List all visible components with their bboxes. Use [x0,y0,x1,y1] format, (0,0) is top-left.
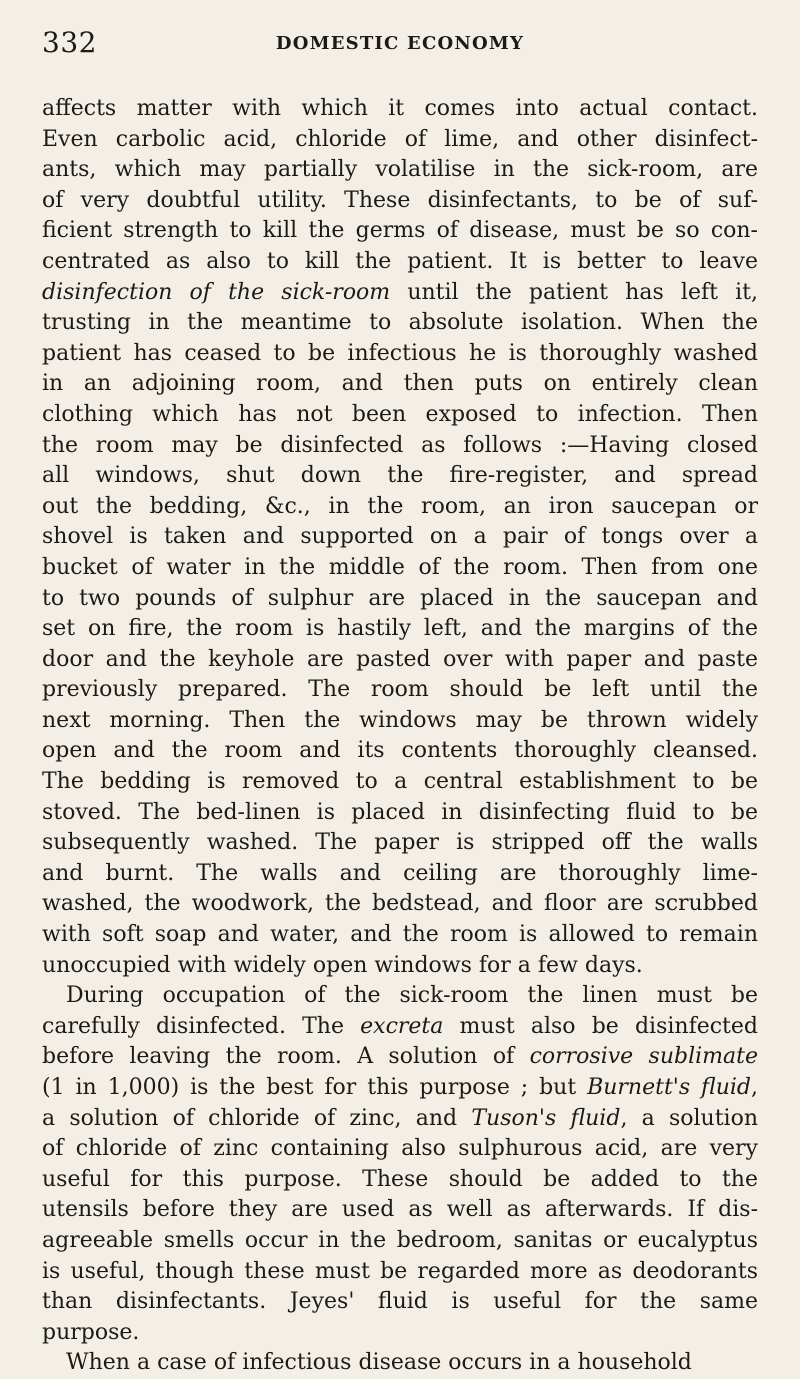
text-line [42,1318,758,1349]
text-segment: clothing which has not been exposed to infection. Then [42,401,758,427]
text-segment: stoved. The bed-linen is placed in disinfecting fluid to be [42,799,758,825]
text-line [42,675,758,706]
text-line [42,155,758,186]
italic-text-segment: disinfection of the sick-room [42,279,391,305]
text-segment: open and the room and its contents thoroughly cleansed. [42,738,758,764]
text-segment: subsequently washed. The paper is stripped off the walls [42,830,758,856]
text-segment: When a case of infectious disease occurs in a household [66,1350,692,1376]
text-line [42,461,758,492]
text-segment: previously prepared. The room should be left until the [42,677,758,703]
text-line [42,308,758,339]
text-line [42,584,758,615]
text-segment: door and the keyhole are pasted over with paper and paste [42,646,758,672]
text-segment: set on fire, the room is hastily left, and the margins of the [42,616,758,642]
text-segment: before leaving the room. A solution of [42,1044,530,1070]
text-segment: bucket of water in the middle of the room. Then from one [42,554,758,580]
text-line [42,1226,758,1257]
text-line [42,889,758,920]
text-segment: with soft soap and water, and the room is allowed to remain [42,922,758,948]
text-segment: of chloride of zinc containing also sulphurous acid, are very [42,1136,758,1162]
text-segment: Even carbolic acid, chloride of lime, and other disinfect- [42,126,758,152]
text-line [42,1287,758,1318]
text-line [42,339,758,370]
text-segment: , a solution [620,1105,759,1131]
text-segment: , [751,1075,759,1100]
italic-text-segment: excreta [360,1013,444,1039]
text-line [42,951,758,982]
text-line [42,1195,758,1226]
text-segment: a solution of chloride of zinc, and [42,1105,472,1131]
text-line [42,431,758,462]
italic-text-segment: Tuson's fluid [471,1105,621,1131]
text-line [42,1012,758,1043]
text-segment: to two pounds of sulphur are placed in the saucepan and [42,585,758,611]
text-segment: purpose. [42,1319,140,1345]
text-segment: carefully disinfected. The [42,1013,361,1039]
text-line [42,706,758,737]
text-segment: useful for this purpose. These should be added to the [42,1166,758,1192]
text-segment: centrated as also to kill the patient. It is better to leave [42,248,758,274]
text-segment: all windows, shut down the fire-register, and spread [42,463,758,489]
text-segment: (1 in 1,000) is the best for this purpose ; but [42,1075,588,1100]
text-segment: unoccupied with widely open windows for a few days. [42,952,643,978]
italic-text-segment: Burnett's fluid [587,1075,752,1100]
text-line [42,94,758,125]
text-segment: ants, which may partially volatilise in the sick-room, are [42,157,758,183]
text-line [42,278,758,309]
text-line [42,1073,758,1104]
text-segment: ficient strength to kill the germs of disease, must be so con- [42,218,758,244]
text-segment: shovel is taken and supported on a pair of tongs over a [42,524,758,550]
text-line [42,767,758,798]
text-line [42,522,758,553]
text-line [42,369,758,400]
text-segment: in an adjoining room, and then puts on entirely clean [42,371,758,397]
page-header [42,26,758,60]
text-line [42,736,758,767]
text-segment: of very doubtful utility. These disinfectants, to be of suf- [42,187,758,213]
text-line [42,614,758,645]
text-segment: affects matter with which it comes into actual contact. [42,96,758,121]
text-line [42,981,758,1012]
text-segment: must also be disinfected [443,1013,758,1039]
body-text [42,94,758,1379]
text-line [42,798,758,829]
text-segment: utensils before they are used as well as afterwards. If dis- [42,1197,758,1223]
text-segment: During occupation of the sick-room the linen must be [66,983,758,1009]
text-line [42,553,758,584]
page-number: 332 [42,26,97,59]
text-line [42,125,758,156]
text-segment: The bedding is removed to a central establishment to be [42,769,758,795]
text-segment: out the bedding, &c., in the room, an iron saucepan or [42,493,758,519]
text-line [42,1348,758,1379]
text-segment: until the patient has left it, [390,279,758,305]
text-segment: the room may be disinfected as follows :—Having closed [42,432,758,458]
text-line [42,859,758,890]
text-segment: and burnt. The walls and ceiling are thoroughly lime- [42,860,758,886]
text-line [42,216,758,247]
text-line [42,492,758,523]
text-segment: next morning. Then the windows may be thrown widely [42,707,758,733]
text-segment: agreeable smells occur in the bedroom, sanitas or eucalyptus [42,1227,758,1253]
text-line [42,1165,758,1196]
text-line [42,1042,758,1073]
text-line [42,1257,758,1288]
text-segment: patient has ceased to be infectious he is thoroughly washed [42,340,758,366]
text-segment: trusting in the meantime to absolute isolation. When the [42,310,758,336]
text-segment: is useful, though these must be regarded more as deodorants [42,1258,758,1284]
text-line [42,645,758,676]
text-segment: than disinfectants. Jeyes' fluid is useful for the same [42,1289,758,1315]
text-line [42,186,758,217]
running-head: DOMESTIC ECONOMY [275,33,525,54]
text-line [42,1134,758,1165]
italic-text-segment: corrosive sublimate [529,1044,758,1070]
text-line [42,1104,758,1135]
text-line [42,828,758,859]
text-segment: washed, the woodwork, the bedstead, and floor are scrubbed [42,891,758,917]
text-line [42,247,758,278]
text-line [42,400,758,431]
text-line [42,920,758,951]
